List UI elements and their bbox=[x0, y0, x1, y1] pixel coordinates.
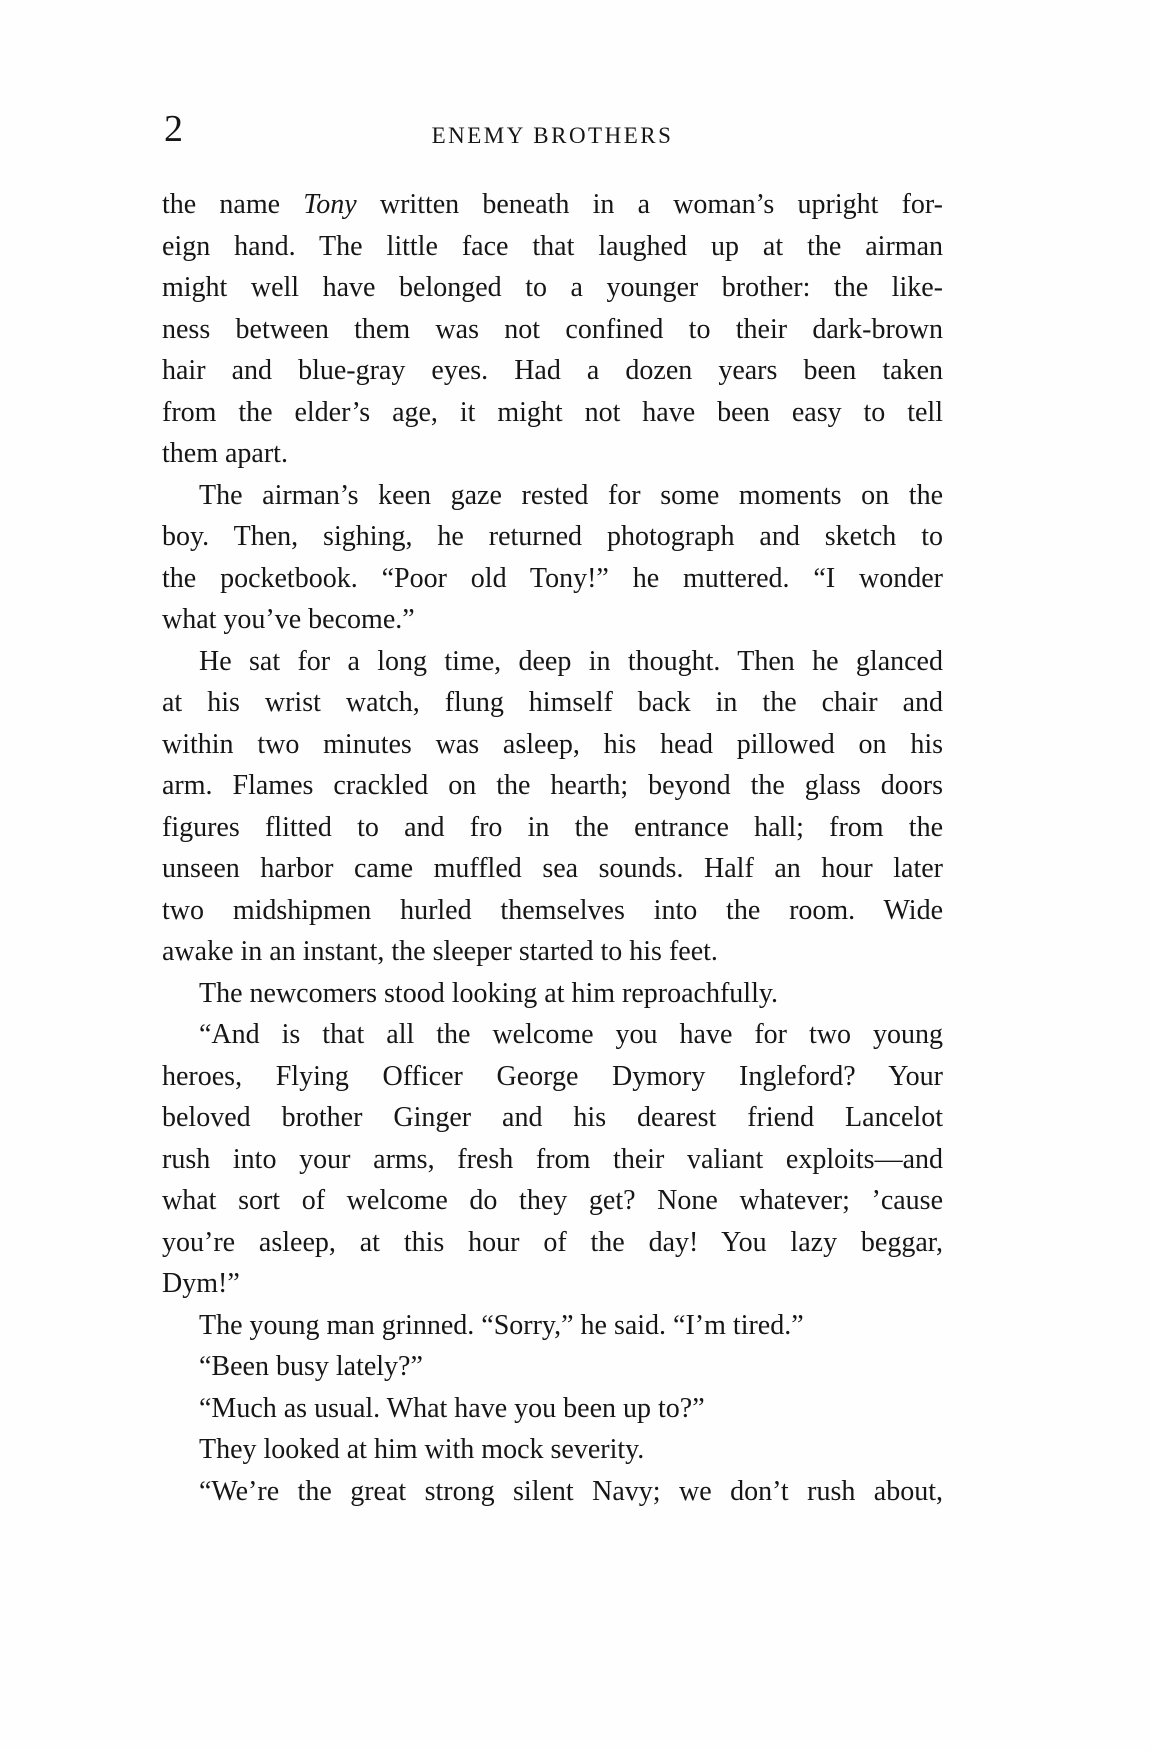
text-line bbox=[162, 641, 943, 683]
text-segment: “Much as usual. What have you been up to?” bbox=[199, 1392, 705, 1424]
text-segment: what you’ve become.” bbox=[162, 604, 415, 635]
text-segment: hair and blue-gray eyes. Had a dozen years been taken bbox=[162, 355, 943, 386]
text-line bbox=[162, 558, 943, 600]
text-segment: within two minutes was asleep, his head pillowed on his bbox=[162, 728, 943, 760]
text-segment: them apart. bbox=[162, 438, 288, 469]
text-line bbox=[162, 1222, 943, 1264]
italic-text: Tony bbox=[303, 189, 357, 220]
body-text bbox=[162, 184, 943, 1512]
text-segment: “Been busy lately?” bbox=[199, 1351, 423, 1382]
text-line bbox=[162, 392, 943, 434]
text-segment: Dym!” bbox=[162, 1268, 240, 1299]
text-line bbox=[162, 1388, 943, 1430]
text-segment: unseen harbor came muffled sea sounds. Half an hour later bbox=[162, 853, 943, 884]
text-line bbox=[162, 682, 943, 724]
page-header bbox=[162, 106, 943, 154]
text-segment: you’re asleep, at this hour of the day! You lazy beggar, bbox=[162, 1226, 943, 1258]
text-segment: The airman’s keen gaze rested for some moments on the bbox=[199, 479, 943, 511]
text-line bbox=[162, 1180, 943, 1222]
text-segment: the name bbox=[162, 189, 304, 220]
text-line bbox=[162, 890, 943, 932]
text-line bbox=[162, 599, 943, 641]
text-line bbox=[162, 1305, 943, 1347]
text-segment: from the elder’s age, it might not have been easy to tell bbox=[162, 396, 943, 428]
text-line bbox=[162, 309, 943, 351]
text-segment: “And is that all the welcome you have for two young bbox=[199, 1019, 943, 1050]
page-number: 2 bbox=[164, 108, 183, 150]
text-line bbox=[162, 848, 943, 890]
text-segment: They looked at him with mock severity. bbox=[199, 1434, 645, 1465]
text-line bbox=[162, 1139, 943, 1181]
text-line bbox=[162, 931, 943, 973]
text-segment: The newcomers stood looking at him reproachfully. bbox=[199, 977, 779, 1009]
text-line bbox=[162, 516, 943, 558]
text-segment: beloved brother Ginger and his dearest friend Lancelot bbox=[162, 1102, 943, 1133]
text-line bbox=[162, 1471, 943, 1513]
text-segment: “We’re the great strong silent Navy; we don’t rush about, bbox=[199, 1475, 943, 1507]
text-segment: eign hand. The little face that laughed up at the airman bbox=[162, 230, 943, 262]
text-segment: heroes, Flying Officer George Dymory Ingleford? Your bbox=[162, 1060, 943, 1092]
text-line bbox=[162, 1097, 943, 1139]
text-segment: ness between them was not confined to their dark-brown bbox=[162, 313, 943, 345]
text-line bbox=[162, 1056, 943, 1098]
text-segment: the pocketbook. “Poor old Tony!” he muttered. “I wonder bbox=[162, 562, 943, 594]
text-line bbox=[162, 765, 943, 807]
text-line bbox=[162, 1346, 943, 1388]
text-segment: arm. Flames crackled on the hearth; beyond the glass doors bbox=[162, 770, 943, 801]
text-line bbox=[162, 973, 943, 1015]
text-segment: written beneath in a woman’s upright for- bbox=[356, 189, 943, 220]
text-line bbox=[162, 1014, 943, 1056]
text-line bbox=[162, 807, 943, 849]
text-line bbox=[162, 350, 943, 392]
text-segment: what sort of welcome do they get? None whatever; ’cause bbox=[162, 1185, 943, 1216]
text-line bbox=[162, 226, 943, 268]
text-line bbox=[162, 1429, 943, 1471]
text-line bbox=[162, 184, 943, 226]
text-segment: figures flitted to and fro in the entrance hall; from the bbox=[162, 811, 943, 843]
text-segment: The young man grinned. “Sorry,” he said. “I’m tired.” bbox=[199, 1309, 804, 1341]
text-segment: awake in an instant, the sleeper started to his feet. bbox=[162, 936, 718, 967]
running-header-title: ENEMY BROTHERS bbox=[431, 123, 674, 148]
text-segment: might well have belonged to a younger brother: the like- bbox=[162, 272, 943, 303]
text-segment: rush into your arms, fresh from their valiant exploits—and bbox=[162, 1143, 943, 1175]
text-line bbox=[162, 267, 943, 309]
text-line bbox=[162, 433, 943, 475]
text-segment: two midshipmen hurled themselves into the room. Wide bbox=[162, 894, 943, 926]
text-segment: at his wrist watch, flung himself back in the chair and bbox=[162, 687, 943, 718]
text-line bbox=[162, 1263, 943, 1305]
text-segment: He sat for a long time, deep in thought. Then he glanced bbox=[199, 645, 943, 677]
text-segment: boy. Then, sighing, he returned photograph and sketch to bbox=[162, 521, 943, 552]
text-line bbox=[162, 724, 943, 766]
text-line bbox=[162, 475, 943, 517]
